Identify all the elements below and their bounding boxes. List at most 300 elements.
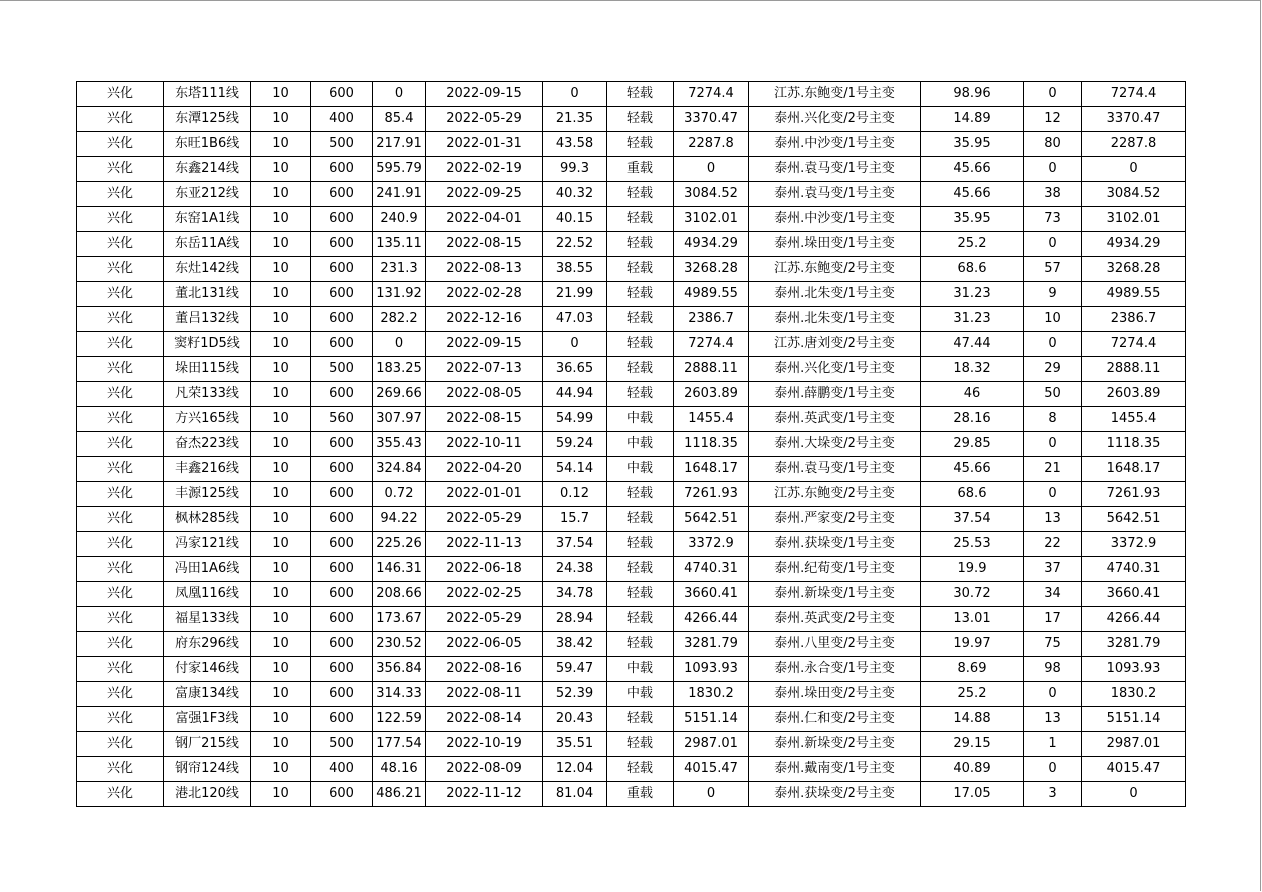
available-capacity-2-cell: 4015.47 <box>1082 757 1186 782</box>
date-cell: 2022-01-31 <box>426 132 543 157</box>
transformer-load-rate-cell: 18.32 <box>921 357 1024 382</box>
load-rate-cell: 37.54 <box>543 532 607 557</box>
count-cell: 98 <box>1024 657 1082 682</box>
transformer-load-rate-cell: 17.05 <box>921 782 1024 807</box>
capacity-cell: 600 <box>311 782 373 807</box>
capacity-cell: 600 <box>311 282 373 307</box>
transformer-cell: 泰州.英武变/1号主变 <box>749 407 921 432</box>
load-rate-cell: 47.03 <box>543 307 607 332</box>
count-cell: 13 <box>1024 507 1082 532</box>
available-capacity-2-cell: 3660.41 <box>1082 582 1186 607</box>
voltage-cell: 10 <box>251 607 311 632</box>
date-cell: 2022-06-05 <box>426 632 543 657</box>
available-capacity-cell: 0 <box>674 782 749 807</box>
table-row <box>77 682 1186 707</box>
region-cell: 兴化 <box>77 132 164 157</box>
load-rate-cell: 52.39 <box>543 682 607 707</box>
available-capacity-2-cell: 3084.52 <box>1082 182 1186 207</box>
table-row <box>77 82 1186 107</box>
voltage-cell: 10 <box>251 382 311 407</box>
count-cell: 0 <box>1024 482 1082 507</box>
load-cell: 231.3 <box>373 257 426 282</box>
voltage-cell: 10 <box>251 107 311 132</box>
line-name-cell: 东塔111线 <box>164 82 251 107</box>
load-status-cell: 中载 <box>607 432 674 457</box>
transformer-load-rate-cell: 45.66 <box>921 182 1024 207</box>
line-name-cell: 丰鑫216线 <box>164 457 251 482</box>
table-row <box>77 632 1186 657</box>
load-status-cell: 轻载 <box>607 357 674 382</box>
load-cell: 241.91 <box>373 182 426 207</box>
region-cell: 兴化 <box>77 757 164 782</box>
voltage-cell: 10 <box>251 682 311 707</box>
count-cell: 22 <box>1024 532 1082 557</box>
voltage-cell: 10 <box>251 282 311 307</box>
transformer-cell: 泰州.袁马变/1号主变 <box>749 157 921 182</box>
transformer-cell: 泰州.严家变/2号主变 <box>749 507 921 532</box>
load-rate-cell: 28.94 <box>543 607 607 632</box>
load-status-cell: 轻载 <box>607 557 674 582</box>
load-rate-cell: 43.58 <box>543 132 607 157</box>
line-name-cell: 钢帘124线 <box>164 757 251 782</box>
capacity-cell: 500 <box>311 132 373 157</box>
voltage-cell: 10 <box>251 307 311 332</box>
transformer-cell: 泰州.中沙变/1号主变 <box>749 207 921 232</box>
count-cell: 29 <box>1024 357 1082 382</box>
transformer-load-rate-cell: 31.23 <box>921 307 1024 332</box>
transformer-cell: 江苏.东鲍变/2号主变 <box>749 257 921 282</box>
available-capacity-2-cell: 4934.29 <box>1082 232 1186 257</box>
transformer-load-rate-cell: 25.2 <box>921 682 1024 707</box>
load-status-cell: 轻载 <box>607 632 674 657</box>
load-cell: 122.59 <box>373 707 426 732</box>
capacity-cell: 600 <box>311 307 373 332</box>
load-cell: 324.84 <box>373 457 426 482</box>
date-cell: 2022-09-25 <box>426 182 543 207</box>
date-cell: 2022-08-15 <box>426 407 543 432</box>
region-cell: 兴化 <box>77 432 164 457</box>
load-rate-cell: 81.04 <box>543 782 607 807</box>
load-status-cell: 中载 <box>607 457 674 482</box>
available-capacity-cell: 1648.17 <box>674 457 749 482</box>
table-row <box>77 457 1186 482</box>
voltage-cell: 10 <box>251 432 311 457</box>
region-cell: 兴化 <box>77 232 164 257</box>
transformer-cell: 泰州.获垛变/1号主变 <box>749 532 921 557</box>
table-row <box>77 282 1186 307</box>
available-capacity-cell: 3660.41 <box>674 582 749 607</box>
voltage-cell: 10 <box>251 657 311 682</box>
available-capacity-2-cell: 7274.4 <box>1082 332 1186 357</box>
transformer-cell: 泰州.袁马变/1号主变 <box>749 457 921 482</box>
available-capacity-cell: 7274.4 <box>674 82 749 107</box>
load-rate-cell: 38.42 <box>543 632 607 657</box>
load-rate-cell: 21.99 <box>543 282 607 307</box>
load-rate-cell: 44.94 <box>543 382 607 407</box>
voltage-cell: 10 <box>251 357 311 382</box>
table-row <box>77 182 1186 207</box>
available-capacity-cell: 3084.52 <box>674 182 749 207</box>
date-cell: 2022-08-16 <box>426 657 543 682</box>
load-cell: 314.33 <box>373 682 426 707</box>
line-name-cell: 富康134线 <box>164 682 251 707</box>
load-status-cell: 轻载 <box>607 732 674 757</box>
capacity-cell: 600 <box>311 432 373 457</box>
voltage-cell: 10 <box>251 532 311 557</box>
load-cell: 486.21 <box>373 782 426 807</box>
load-status-cell: 轻载 <box>607 132 674 157</box>
date-cell: 2022-01-01 <box>426 482 543 507</box>
region-cell: 兴化 <box>77 107 164 132</box>
region-cell: 兴化 <box>77 257 164 282</box>
load-cell: 240.9 <box>373 207 426 232</box>
table-row <box>77 707 1186 732</box>
load-cell: 230.52 <box>373 632 426 657</box>
count-cell: 0 <box>1024 332 1082 357</box>
load-rate-cell: 15.7 <box>543 507 607 532</box>
load-status-cell: 轻载 <box>607 82 674 107</box>
table-row <box>77 357 1186 382</box>
transformer-load-rate-cell: 35.95 <box>921 132 1024 157</box>
count-cell: 34 <box>1024 582 1082 607</box>
capacity-cell: 600 <box>311 482 373 507</box>
date-cell: 2022-10-11 <box>426 432 543 457</box>
voltage-cell: 10 <box>251 507 311 532</box>
table-row <box>77 332 1186 357</box>
voltage-cell: 10 <box>251 732 311 757</box>
table-row <box>77 157 1186 182</box>
date-cell: 2022-08-13 <box>426 257 543 282</box>
transformer-load-rate-cell: 28.16 <box>921 407 1024 432</box>
voltage-cell: 10 <box>251 82 311 107</box>
available-capacity-2-cell: 7261.93 <box>1082 482 1186 507</box>
load-cell: 0.72 <box>373 482 426 507</box>
load-status-cell: 轻载 <box>607 582 674 607</box>
transformer-cell: 泰州.仁和变/2号主变 <box>749 707 921 732</box>
count-cell: 38 <box>1024 182 1082 207</box>
load-status-cell: 中载 <box>607 657 674 682</box>
transformer-cell: 江苏.东鲍变/1号主变 <box>749 82 921 107</box>
table-row <box>77 557 1186 582</box>
line-name-cell: 东亚212线 <box>164 182 251 207</box>
load-cell: 135.11 <box>373 232 426 257</box>
load-status-cell: 中载 <box>607 407 674 432</box>
count-cell: 80 <box>1024 132 1082 157</box>
available-capacity-2-cell: 2987.01 <box>1082 732 1186 757</box>
load-cell: 183.25 <box>373 357 426 382</box>
region-cell: 兴化 <box>77 707 164 732</box>
available-capacity-2-cell: 1648.17 <box>1082 457 1186 482</box>
transformer-load-rate-cell: 46 <box>921 382 1024 407</box>
line-name-cell: 东灶142线 <box>164 257 251 282</box>
capacity-cell: 600 <box>311 207 373 232</box>
available-capacity-2-cell: 1830.2 <box>1082 682 1186 707</box>
line-name-cell: 枫林285线 <box>164 507 251 532</box>
count-cell: 50 <box>1024 382 1082 407</box>
voltage-cell: 10 <box>251 257 311 282</box>
available-capacity-2-cell: 3281.79 <box>1082 632 1186 657</box>
region-cell: 兴化 <box>77 682 164 707</box>
available-capacity-cell: 0 <box>674 157 749 182</box>
available-capacity-cell: 4266.44 <box>674 607 749 632</box>
capacity-cell: 600 <box>311 557 373 582</box>
load-rate-cell: 40.15 <box>543 207 607 232</box>
table-row <box>77 107 1186 132</box>
load-status-cell: 轻载 <box>607 532 674 557</box>
region-cell: 兴化 <box>77 82 164 107</box>
line-name-cell: 钢厂215线 <box>164 732 251 757</box>
capacity-cell: 600 <box>311 507 373 532</box>
load-rate-cell: 40.32 <box>543 182 607 207</box>
line-name-cell: 凤凰116线 <box>164 582 251 607</box>
available-capacity-2-cell: 1118.35 <box>1082 432 1186 457</box>
date-cell: 2022-05-29 <box>426 507 543 532</box>
load-status-cell: 轻载 <box>607 332 674 357</box>
region-cell: 兴化 <box>77 332 164 357</box>
table-row <box>77 132 1186 157</box>
date-cell: 2022-06-18 <box>426 557 543 582</box>
region-cell: 兴化 <box>77 557 164 582</box>
transformer-cell: 泰州.永合变/1号主变 <box>749 657 921 682</box>
region-cell: 兴化 <box>77 157 164 182</box>
region-cell: 兴化 <box>77 507 164 532</box>
available-capacity-2-cell: 3268.28 <box>1082 257 1186 282</box>
capacity-cell: 400 <box>311 107 373 132</box>
count-cell: 12 <box>1024 107 1082 132</box>
available-capacity-cell: 2287.8 <box>674 132 749 157</box>
capacity-cell: 600 <box>311 707 373 732</box>
line-name-cell: 凡荣133线 <box>164 382 251 407</box>
load-cell: 269.66 <box>373 382 426 407</box>
load-status-cell: 轻载 <box>607 482 674 507</box>
available-capacity-2-cell: 4740.31 <box>1082 557 1186 582</box>
date-cell: 2022-10-19 <box>426 732 543 757</box>
load-cell: 0 <box>373 82 426 107</box>
transformer-load-rate-cell: 25.2 <box>921 232 1024 257</box>
available-capacity-cell: 4989.55 <box>674 282 749 307</box>
count-cell: 37 <box>1024 557 1082 582</box>
voltage-cell: 10 <box>251 757 311 782</box>
transformer-load-rate-cell: 19.9 <box>921 557 1024 582</box>
voltage-cell: 10 <box>251 482 311 507</box>
date-cell: 2022-04-01 <box>426 207 543 232</box>
line-name-cell: 富强1F3线 <box>164 707 251 732</box>
line-name-cell: 港北120线 <box>164 782 251 807</box>
load-rate-cell: 34.78 <box>543 582 607 607</box>
transformer-cell: 泰州.大垛变/2号主变 <box>749 432 921 457</box>
line-name-cell: 丰源125线 <box>164 482 251 507</box>
date-cell: 2022-07-13 <box>426 357 543 382</box>
line-name-cell: 府东296线 <box>164 632 251 657</box>
count-cell: 17 <box>1024 607 1082 632</box>
load-cell: 131.92 <box>373 282 426 307</box>
table-row <box>77 307 1186 332</box>
voltage-cell: 10 <box>251 157 311 182</box>
capacity-cell: 500 <box>311 357 373 382</box>
count-cell: 57 <box>1024 257 1082 282</box>
count-cell: 13 <box>1024 707 1082 732</box>
voltage-cell: 10 <box>251 132 311 157</box>
voltage-cell: 10 <box>251 332 311 357</box>
transformer-cell: 泰州.八里变/2号主变 <box>749 632 921 657</box>
available-capacity-2-cell: 7274.4 <box>1082 82 1186 107</box>
available-capacity-cell: 3102.01 <box>674 207 749 232</box>
load-cell: 217.91 <box>373 132 426 157</box>
load-cell: 173.67 <box>373 607 426 632</box>
count-cell: 3 <box>1024 782 1082 807</box>
count-cell: 0 <box>1024 682 1082 707</box>
transformer-cell: 江苏.东鲍变/2号主变 <box>749 482 921 507</box>
region-cell: 兴化 <box>77 657 164 682</box>
transformer-cell: 泰州.戴南变/1号主变 <box>749 757 921 782</box>
date-cell: 2022-08-15 <box>426 232 543 257</box>
transformer-cell: 泰州.袁马变/1号主变 <box>749 182 921 207</box>
available-capacity-2-cell: 1093.93 <box>1082 657 1186 682</box>
table-row <box>77 432 1186 457</box>
transformer-load-rate-cell: 31.23 <box>921 282 1024 307</box>
load-status-cell: 轻载 <box>607 757 674 782</box>
available-capacity-cell: 4015.47 <box>674 757 749 782</box>
date-cell: 2022-02-28 <box>426 282 543 307</box>
transformer-cell: 泰州.纪荀变/1号主变 <box>749 557 921 582</box>
capacity-cell: 400 <box>311 757 373 782</box>
transformer-load-rate-cell: 37.54 <box>921 507 1024 532</box>
count-cell: 0 <box>1024 757 1082 782</box>
count-cell: 9 <box>1024 282 1082 307</box>
transformer-load-rate-cell: 8.69 <box>921 657 1024 682</box>
table-row <box>77 782 1186 807</box>
line-name-cell: 窦籽1D5线 <box>164 332 251 357</box>
date-cell: 2022-04-20 <box>426 457 543 482</box>
count-cell: 10 <box>1024 307 1082 332</box>
table-row <box>77 582 1186 607</box>
transformer-load-rate-cell: 30.72 <box>921 582 1024 607</box>
table-row <box>77 657 1186 682</box>
load-cell: 208.66 <box>373 582 426 607</box>
count-cell: 1 <box>1024 732 1082 757</box>
voltage-cell: 10 <box>251 457 311 482</box>
line-name-cell: 东旺1B6线 <box>164 132 251 157</box>
available-capacity-cell: 3372.9 <box>674 532 749 557</box>
load-status-cell: 中载 <box>607 682 674 707</box>
region-cell: 兴化 <box>77 207 164 232</box>
table-row <box>77 532 1186 557</box>
region-cell: 兴化 <box>77 357 164 382</box>
transformer-cell: 泰州.新垛变/1号主变 <box>749 582 921 607</box>
load-rate-cell: 59.47 <box>543 657 607 682</box>
count-cell: 73 <box>1024 207 1082 232</box>
capacity-cell: 500 <box>311 732 373 757</box>
available-capacity-cell: 4934.29 <box>674 232 749 257</box>
count-cell: 75 <box>1024 632 1082 657</box>
available-capacity-2-cell: 3102.01 <box>1082 207 1186 232</box>
capacity-cell: 600 <box>311 607 373 632</box>
transformer-load-rate-cell: 45.66 <box>921 457 1024 482</box>
load-rate-cell: 0.12 <box>543 482 607 507</box>
line-name-cell: 福星133线 <box>164 607 251 632</box>
load-status-cell: 轻载 <box>607 607 674 632</box>
transformer-load-rate-cell: 45.66 <box>921 157 1024 182</box>
load-rate-cell: 20.43 <box>543 707 607 732</box>
load-cell: 48.16 <box>373 757 426 782</box>
table-row <box>77 382 1186 407</box>
available-capacity-2-cell: 0 <box>1082 782 1186 807</box>
load-status-cell: 轻载 <box>607 207 674 232</box>
line-name-cell: 东鑫214线 <box>164 157 251 182</box>
load-status-cell: 轻载 <box>607 257 674 282</box>
region-cell: 兴化 <box>77 582 164 607</box>
line-name-cell: 方兴165线 <box>164 407 251 432</box>
available-capacity-cell: 1455.4 <box>674 407 749 432</box>
line-name-cell: 东潭125线 <box>164 107 251 132</box>
voltage-cell: 10 <box>251 557 311 582</box>
available-capacity-2-cell: 2888.11 <box>1082 357 1186 382</box>
voltage-cell: 10 <box>251 182 311 207</box>
available-capacity-cell: 5642.51 <box>674 507 749 532</box>
available-capacity-2-cell: 5151.14 <box>1082 707 1186 732</box>
line-name-cell: 付家146线 <box>164 657 251 682</box>
count-cell: 0 <box>1024 82 1082 107</box>
count-cell: 0 <box>1024 157 1082 182</box>
table-row <box>77 257 1186 282</box>
voltage-cell: 10 <box>251 632 311 657</box>
transformer-load-rate-cell: 40.89 <box>921 757 1024 782</box>
transformer-cell: 泰州.兴化变/2号主变 <box>749 107 921 132</box>
load-cell: 282.2 <box>373 307 426 332</box>
table-row <box>77 757 1186 782</box>
available-capacity-cell: 2987.01 <box>674 732 749 757</box>
date-cell: 2022-08-14 <box>426 707 543 732</box>
available-capacity-cell: 7274.4 <box>674 332 749 357</box>
transformer-load-rate-cell: 35.95 <box>921 207 1024 232</box>
load-cell: 355.43 <box>373 432 426 457</box>
load-rate-cell: 36.65 <box>543 357 607 382</box>
capacity-cell: 600 <box>311 457 373 482</box>
count-cell: 8 <box>1024 407 1082 432</box>
voltage-cell: 10 <box>251 582 311 607</box>
load-status-cell: 轻载 <box>607 507 674 532</box>
load-cell: 307.97 <box>373 407 426 432</box>
region-cell: 兴化 <box>77 632 164 657</box>
transformer-load-rate-cell: 14.89 <box>921 107 1024 132</box>
capacity-cell: 600 <box>311 382 373 407</box>
load-status-cell: 轻载 <box>607 232 674 257</box>
capacity-cell: 600 <box>311 657 373 682</box>
transformer-cell: 泰州.兴化变/1号主变 <box>749 357 921 382</box>
load-cell: 356.84 <box>373 657 426 682</box>
transformer-cell: 江苏.唐刘变/2号主变 <box>749 332 921 357</box>
load-status-cell: 轻载 <box>607 382 674 407</box>
available-capacity-cell: 3370.47 <box>674 107 749 132</box>
region-cell: 兴化 <box>77 282 164 307</box>
transformer-cell: 泰州.垛田变/1号主变 <box>749 232 921 257</box>
available-capacity-2-cell: 2386.7 <box>1082 307 1186 332</box>
load-cell: 85.4 <box>373 107 426 132</box>
available-capacity-2-cell: 0 <box>1082 157 1186 182</box>
line-name-cell: 冯田1A6线 <box>164 557 251 582</box>
table-row <box>77 732 1186 757</box>
available-capacity-cell: 1093.93 <box>674 657 749 682</box>
capacity-cell: 600 <box>311 582 373 607</box>
count-cell: 21 <box>1024 457 1082 482</box>
date-cell: 2022-02-25 <box>426 582 543 607</box>
available-capacity-2-cell: 4266.44 <box>1082 607 1186 632</box>
capacity-cell: 600 <box>311 182 373 207</box>
load-rate-cell: 12.04 <box>543 757 607 782</box>
capacity-cell: 600 <box>311 232 373 257</box>
transformer-cell: 泰州.薛鹏变/1号主变 <box>749 382 921 407</box>
load-rate-cell: 54.14 <box>543 457 607 482</box>
